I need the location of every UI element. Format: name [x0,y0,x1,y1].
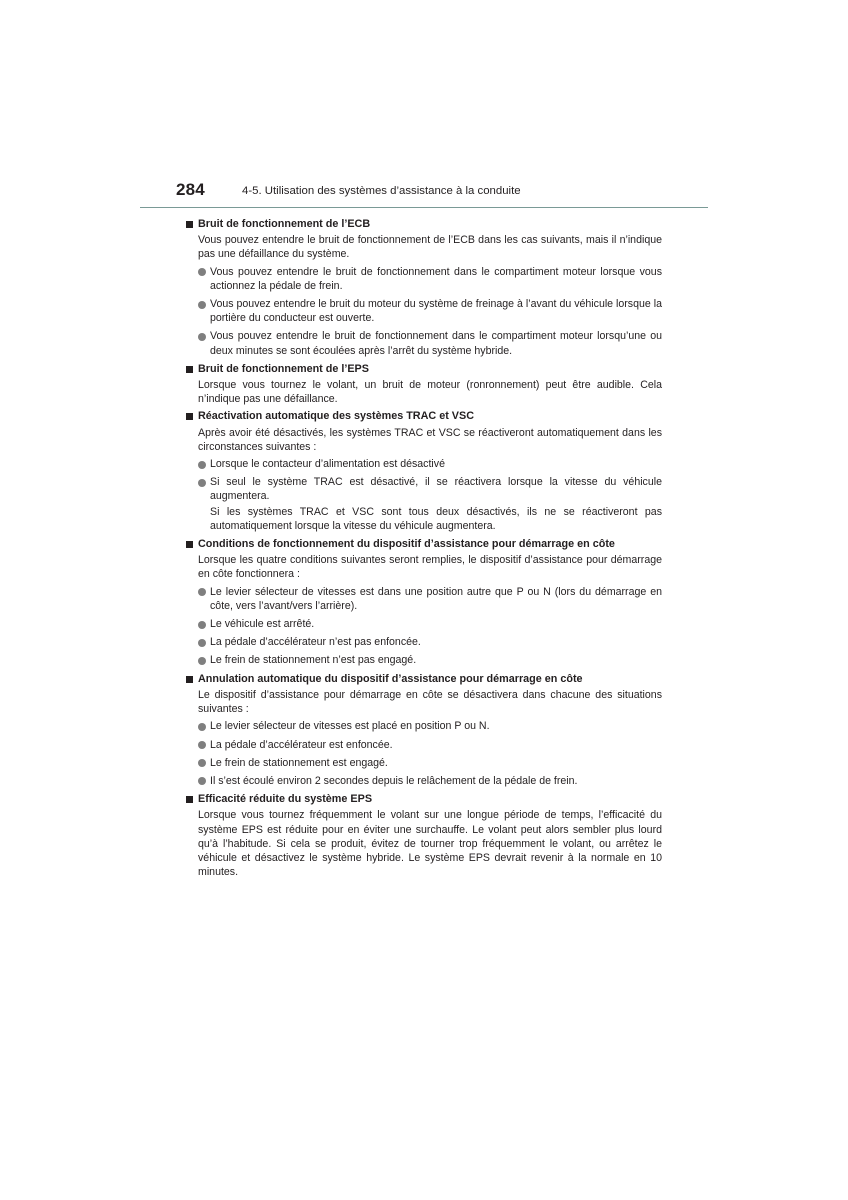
section-title-text: Bruit de fonctionnement de l’EPS [198,362,369,375]
list-item [186,756,662,770]
section-title-text: Réactivation automatique des systèmes TRAC et VSC [198,410,475,423]
list-item [186,297,662,325]
list-item-text: La pédale d’accélérateur est enfoncée. [210,738,393,751]
list-item-text: Le frein de stationnement est engagé. [210,756,388,769]
section-intro: Après avoir été désactivés, les systèmes TRAC et VSC se réactiveront automatiquement dans les circonstances suivantes : [198,426,662,453]
list-item [186,738,662,752]
square-bullet-icon [186,221,193,228]
section-title [186,537,662,551]
circle-bullet-icon [198,588,206,596]
section-title [186,792,662,806]
list-item [186,265,662,293]
page-header [176,178,708,208]
list-item-continuation: Si les systèmes TRAC et VSC sont tous deux désactivés, ils ne se réactiveront pas automatiquement lorsque la vitesse du véhicule augmentera. [210,505,662,532]
section-title-text: Bruit de fonctionnement de l’ECB [198,218,371,230]
circle-bullet-icon [198,657,206,665]
section-title-text: Efficacité réduite du système EPS [198,793,373,806]
section-intro: Lorsque vous tournez fréquemment le volant sur une longue période de temps, l’efficacité du système EPS est réduite pour en éviter une surchauffe. Le volant peut alors sembler plus lourd qu’à l’habitude. Si cela se produit, évitez de tourner trop fréquemment le volant, ou arrêtez le véhicule et désactivez le système hybride. Le système EPS devrait revenir à la normale en 10 minutes. [198,809,662,879]
section-eps-noise [186,362,662,407]
circle-bullet-icon [198,479,206,487]
circle-bullet-icon [198,759,206,767]
list-item-text: Lorsque le contacteur d’alimentation est désactivé [210,458,445,471]
list-item-text: Si seul le système TRAC est désactivé, il se réactivera lorsque la vitesse du véhicule augmentera. [210,476,662,503]
section-title-text: Conditions de fonctionnement du dispositif d’assistance pour démarrage en côte [198,538,615,551]
square-bullet-icon [186,413,193,420]
section-hill-start-cancellation [186,672,662,788]
circle-bullet-icon [198,301,206,309]
circle-bullet-icon [198,639,206,647]
section-title [186,217,662,231]
section-intro: Vous pouvez entendre le bruit de fonctionnement de l’ECB dans les cas suivants, mais il n’indique pas une défaillance du système. [198,234,662,261]
square-bullet-icon [186,676,193,683]
square-bullet-icon [186,366,193,373]
circle-bullet-icon [198,723,206,731]
list-item-text: Vous pouvez entendre le bruit du moteur du système de freinage à l’avant du véhicule lorsque la portière du conducteur est ouverte. [210,298,662,325]
section-trac-vsc-reactivation [186,409,662,533]
list-item-text: Il s’est écoulé environ 2 secondes depuis le relâchement de la pédale de frein. [210,774,578,787]
page-number: 284 [176,180,205,199]
list-item [186,457,662,471]
circle-bullet-icon [198,461,206,469]
list-item [186,329,662,357]
section-intro: Le dispositif d’assistance pour démarrage en côte se désactivera dans chacune des situations suivantes : [198,688,662,716]
section-hill-start-conditions [186,537,662,668]
list-item-text: Le frein de stationnement n’est pas engagé. [210,654,417,667]
page-content [186,215,662,882]
list-item-text: Le véhicule est arrêté. [210,618,315,631]
circle-bullet-icon [198,741,206,749]
list-item [186,617,662,631]
section-intro: Lorsque les quatre conditions suivantes seront remplies, le dispositif d’assistance pour démarrage en côte fonctionnera : [198,554,662,581]
list-item-text: Le levier sélecteur de vitesses est placé en position P ou N. [210,720,490,733]
list-item [186,635,662,649]
section-intro: Lorsque vous tournez le volant, un bruit de moteur (ronronnement) peut être audible. Cela n’indique pas une défaillance. [198,379,662,406]
list-item-text: Vous pouvez entendre le bruit de fonctionnement dans le compartiment moteur lorsqu’une ou deux minutes se sont écoulées après l’arrêt du système hybride. [210,330,662,357]
section-title [186,409,662,423]
list-item [186,653,662,667]
circle-bullet-icon [198,621,206,629]
square-bullet-icon [186,796,193,803]
section-title [186,362,662,376]
list-item-text: Le levier sélecteur de vitesses est dans une position autre que P ou N (lors du démarrage en côte, vers l’avant/vers l’arrière). [210,585,662,612]
header-divider [140,207,708,208]
section-title-text: Annulation automatique du dispositif d’assistance pour démarrage en côte [198,672,583,685]
chapter-title: 4-5. Utilisation des systèmes d’assistance à la conduite [242,185,521,197]
circle-bullet-icon [198,333,206,341]
section-ecb-noise [186,217,662,358]
list-item [186,475,662,533]
section-eps-reduced-efficiency [186,792,662,879]
list-item [186,585,662,613]
list-item [186,774,662,788]
square-bullet-icon [186,541,193,548]
list-item [186,719,662,733]
circle-bullet-icon [198,777,206,785]
list-item-text: La pédale d’accélérateur n’est pas enfoncée. [210,636,421,649]
list-item-text: Vous pouvez entendre le bruit de fonctionnement dans le compartiment moteur lorsque vous actionnez la pédale de frein. [210,265,662,292]
circle-bullet-icon [198,268,206,276]
section-title [186,672,662,686]
